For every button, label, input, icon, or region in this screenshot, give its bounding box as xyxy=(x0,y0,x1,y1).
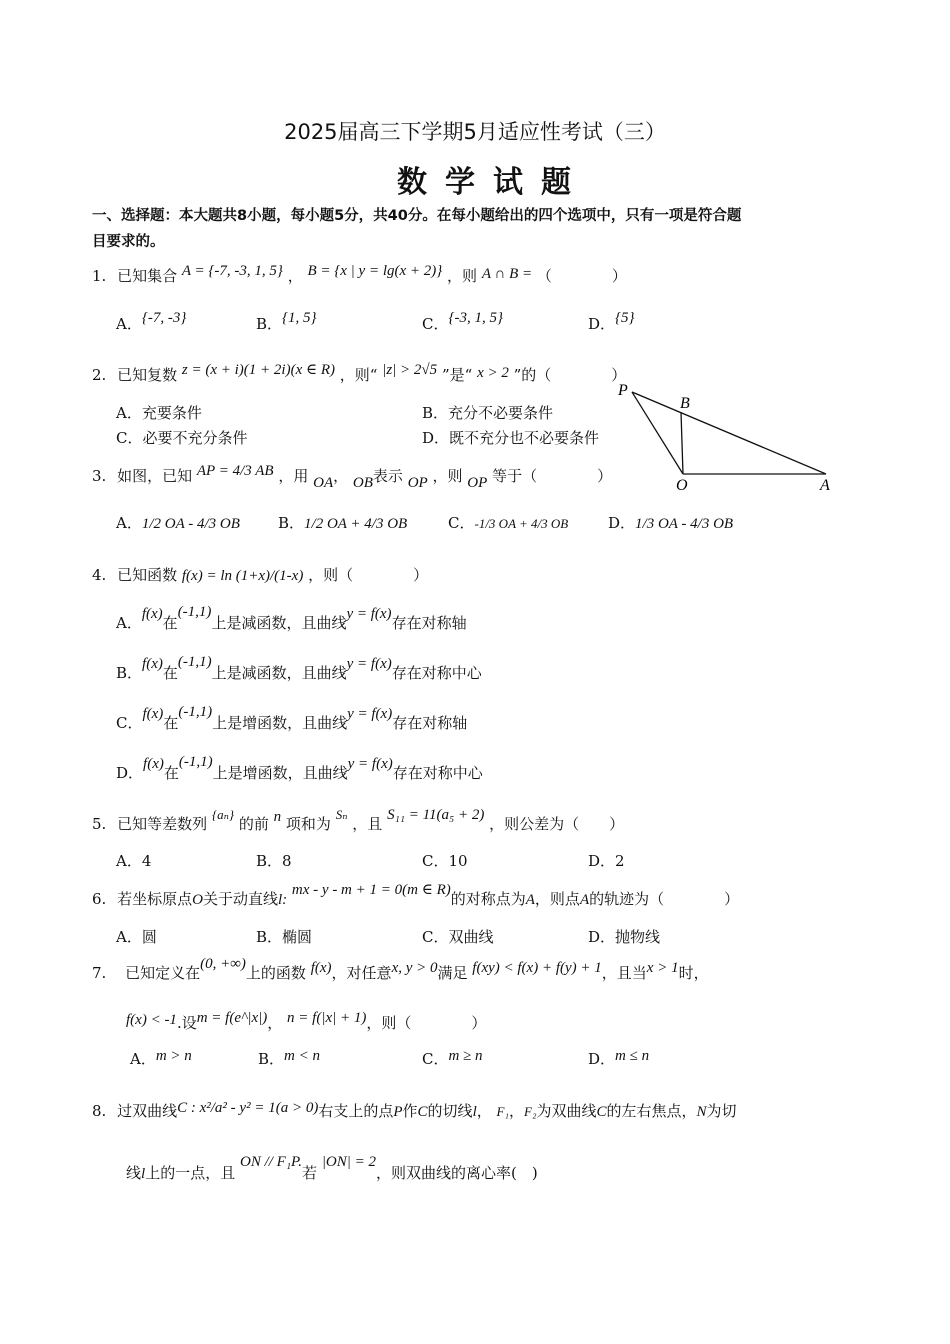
question-8-line2: 线l上的一点，且 ON // F₁P.若 |ON| = 2，则双曲线的离心率( ) xyxy=(126,1154,538,1182)
q7-option-b: B．m < n xyxy=(258,1048,320,1068)
question-3: 3. 如图，已知 AP = 4/3 AB ，用 OA， OB表示 OP ，则 OP 等于（ ） xyxy=(92,463,613,491)
q4-option-b: B．f(x)在(-1,1)上是减函数，且曲线y = f(x)存在对称中心 xyxy=(116,654,482,682)
q3-option-c: C．-1/3 OA + 4/3 OB xyxy=(448,514,569,532)
question-6: 6. 若坐标原点O关于动直线l: mx - y - m + 1 = 0(m ∈ R)的对称点为A，则点A的轨迹为（ ） xyxy=(92,882,740,908)
q6-option-a: A．圆 xyxy=(116,928,157,946)
q1-option-c: C．{-3, 1, 5} xyxy=(422,310,503,333)
exam-title: 2025届高三下学期5月适应性考试（三） xyxy=(284,120,666,144)
q1-set-a: A = {-7, -3, 1, 5} xyxy=(181,263,283,279)
q5-option-a: A．4 xyxy=(116,852,152,870)
question-1 xyxy=(92,265,627,286)
q2-cond1: |z| > 2√5 xyxy=(382,362,438,378)
q2-option-d: D．既不充分也不必要条件 xyxy=(422,429,600,447)
q5-condition: S₁₁ = 11(a₅ + 2) xyxy=(387,807,485,823)
q1-intersection: A ∩ B = xyxy=(481,266,533,282)
q6-line-equation: mx - y - m + 1 = 0(m ∈ R) xyxy=(291,882,451,898)
q7-option-d: D．m ≤ n xyxy=(588,1048,650,1068)
q1-lead: 已知集合 xyxy=(117,267,178,285)
segment-pa xyxy=(632,392,826,474)
section-header-line2: 目要求的。 xyxy=(92,234,165,250)
q2-number: 2. xyxy=(92,366,107,384)
q6-option-d: D．抛物线 xyxy=(588,928,661,946)
q7-option-c: C．m ≥ n xyxy=(422,1048,483,1068)
q4-option-a: A．f(x)在(-1,1)上是减函数，且曲线y = f(x)存在对称轴 xyxy=(116,604,467,632)
question-2: 2. 已知复数 z = (x + i)(1 + 2i)(x ∈ R) ，则“ |z| > 2√5 ”是“ x > 2 ”的（ ） xyxy=(92,362,627,384)
q1-number: 1. xyxy=(92,267,107,285)
question-7-line2: f(x) < -1.设m = f(e^|x|)， n = f(|x| + 1)，则（ ） xyxy=(126,1010,487,1032)
q2-option-c: C．必要不充分条件 xyxy=(116,429,248,447)
q1-set-b: B = {x | y = lg(x + 2)} xyxy=(307,263,443,279)
q1-tail: ，则 xyxy=(447,267,478,285)
segment-po xyxy=(632,392,683,474)
q6-option-c: C．双曲线 xyxy=(422,928,494,946)
q2-complex: z = (x + i)(1 + 2i)(x ∈ R) xyxy=(181,362,335,378)
segment-bo xyxy=(681,412,683,474)
q1-paren: （ ） xyxy=(536,267,627,285)
triangle-figure xyxy=(610,378,840,493)
q3-vector-eq: AP = 4/3 AB xyxy=(196,463,274,479)
label-b: B xyxy=(680,395,690,412)
subject-title: 数学试题 xyxy=(397,165,589,200)
q3-option-b: B．1/2 OA + 4/3 OB xyxy=(278,514,408,532)
question-8: 8. 过双曲线C : x²/a² - y² = 1(a > 0)右支上的点P作C的切线l， F₁，F₂为双曲线C的左右焦点，N为切 xyxy=(92,1100,737,1120)
label-p: P xyxy=(618,382,628,399)
q1-option-d: D．{5} xyxy=(588,310,635,333)
q6-option-b: B．椭圆 xyxy=(256,928,313,946)
question-4: 4. 已知函数 f(x) = ln (1+x)/(1-x) ，则（ ） xyxy=(92,566,429,584)
q1-option-a: A．{-7, -3} xyxy=(116,310,187,333)
question-5: 5. 已知等差数列 {aₙ} 的前 n 项和为 Sₙ ，且 S₁₁ = 11(a₅ + 2) ，则公差为（ ） xyxy=(92,807,625,833)
label-a: A xyxy=(820,477,830,493)
q2-lead: 已知复数 xyxy=(117,366,178,384)
q3-option-a: A．1/2 OA - 4/3 OB xyxy=(116,514,240,532)
q4-option-d: D．f(x)在(-1,1)上是增函数，且曲线y = f(x)存在对称中心 xyxy=(116,754,483,782)
section-header-line1: 一、选择题：本大题共8小题，每小题5分，共40分。在每小题给出的四个选项中，只有一项是符合题 xyxy=(92,208,742,224)
q5-option-d: D．2 xyxy=(588,852,625,870)
question-7: 7. 已知定义在(0, +∞)上的函数 f(x)，对任意x, y > 0满足 f(xy) < f(x) + f(y) + 1，且当x > 1时， xyxy=(92,956,709,982)
q5-option-b: B．8 xyxy=(256,852,292,870)
q1-option-b: B．{1, 5} xyxy=(256,310,317,333)
q2-option-b: B．充分不必要条件 xyxy=(422,404,554,422)
q2-option-a: A．充要条件 xyxy=(116,404,202,422)
q3-option-d: D．1/3 OA - 4/3 OB xyxy=(608,514,734,532)
q1-comma: ， xyxy=(287,267,303,285)
q4-function: f(x) = ln (1+x)/(1-x) xyxy=(181,568,304,584)
q5-option-c: C．10 xyxy=(422,852,468,870)
q2-cond2: x > 2 xyxy=(477,365,509,381)
q7-inequality: f(xy) < f(x) + f(y) + 1 xyxy=(472,960,602,976)
q7-option-a: A．m > n xyxy=(130,1048,192,1068)
label-o: O xyxy=(676,477,688,493)
q4-option-c: C．f(x)在(-1,1)上是增函数，且曲线y = f(x)存在对称轴 xyxy=(116,704,468,732)
q8-hyperbola: C : x²/a² - y² = 1(a > 0) xyxy=(177,1100,319,1116)
